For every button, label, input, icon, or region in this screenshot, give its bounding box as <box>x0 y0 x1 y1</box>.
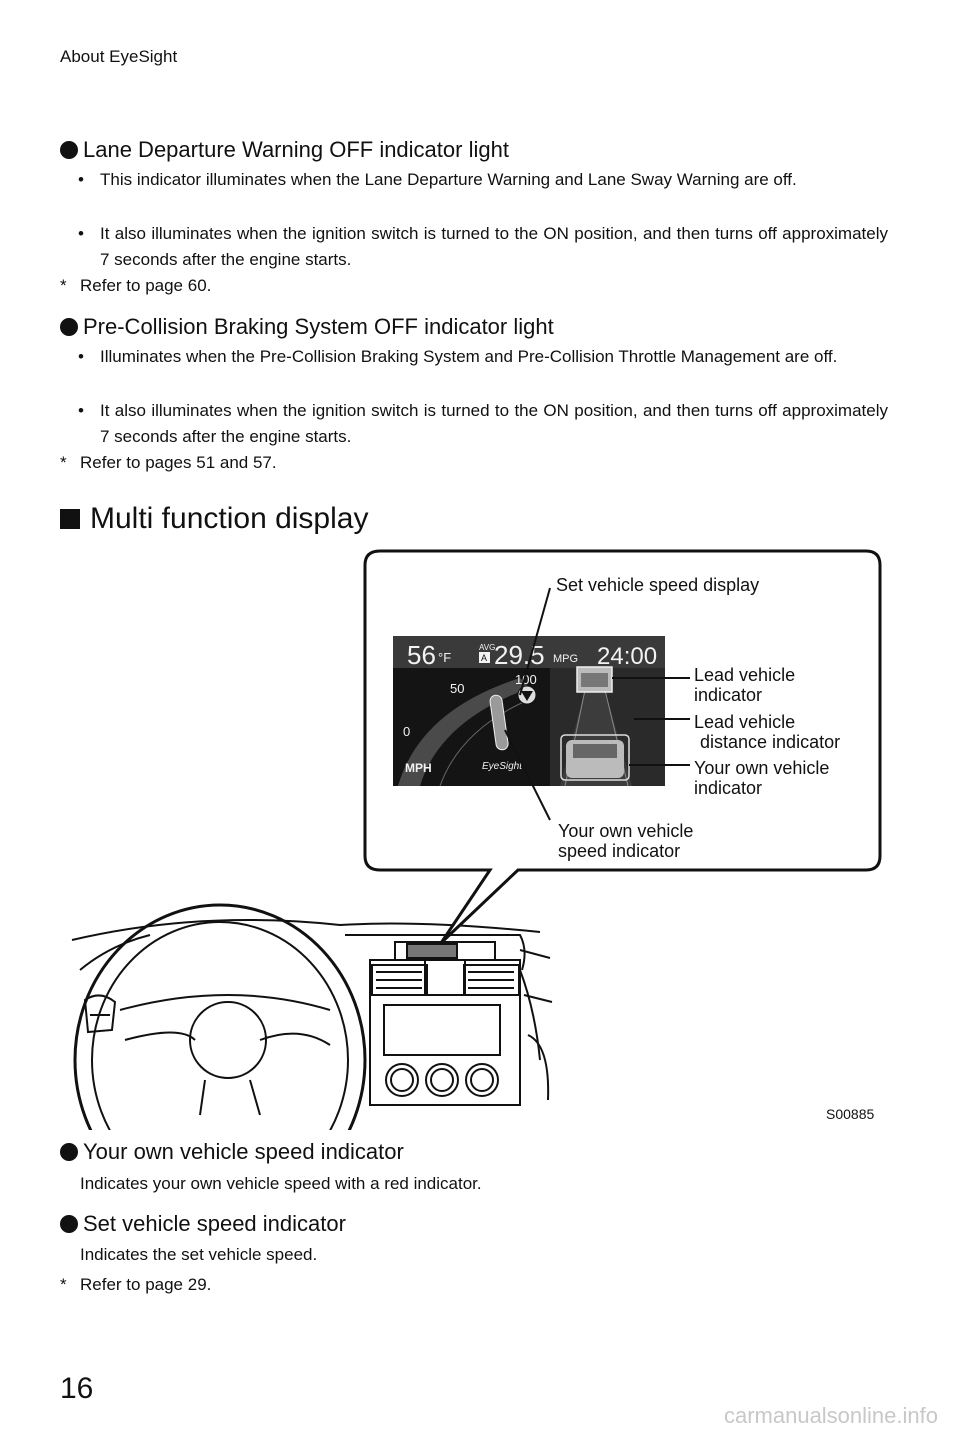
callout-lead-distance: distance indicator <box>700 732 841 752</box>
section-heading-mfd <box>60 502 368 536</box>
list-item-text: It also illuminates when the ignition switch is turned to the ON position, and then turns off approximately 7 seconds after the engine starts. <box>100 224 888 269</box>
display-mph-label: MPH <box>405 761 432 775</box>
section-title-text: Set vehicle speed indicator <box>83 1211 346 1236</box>
note-marker: * <box>60 276 67 295</box>
figure-code: S00885 <box>826 1106 875 1122</box>
bullet-dot-icon <box>60 1215 78 1233</box>
section-title-text: Pre-Collision Braking System OFF indicator light <box>83 314 554 339</box>
list-item-text: Illuminates when the Pre-Collision Braking System and Pre-Collision Throttle Management are off. <box>100 347 838 366</box>
note-text: Refer to pages 51 and 57. <box>80 453 277 472</box>
list-item <box>78 398 888 450</box>
running-header: About EyeSight <box>60 47 178 66</box>
callout-lead-vehicle: Lead vehicle <box>694 665 796 685</box>
list-item <box>78 167 888 193</box>
reference-note <box>60 1275 211 1295</box>
reference-note <box>60 453 277 473</box>
reference-note <box>60 276 211 296</box>
display-mpg-unit: MPG <box>553 653 579 665</box>
display-clock: 24:00 <box>597 643 658 670</box>
list-item <box>78 344 888 370</box>
bullet-dot-icon <box>60 141 78 159</box>
body-text: Indicates the set vehicle speed. <box>80 1245 318 1264</box>
section-title-pcb <box>60 314 554 340</box>
section-title-ldw <box>60 137 509 163</box>
note-text: Refer to page 60. <box>80 276 212 295</box>
section-title-text: Lane Departure Warning OFF indicator light <box>83 137 509 162</box>
display-brand: EyeSight <box>482 761 523 772</box>
callout-lead-distance: Lead vehicle <box>694 712 796 732</box>
list-item-text: It also illuminates when the ignition switch is turned to the ON position, and then turns off approximately 7 seconds after the engine starts. <box>100 401 888 446</box>
callout-own-vehicle: Your own vehicle <box>694 758 830 778</box>
bullet-icon: • <box>78 347 84 366</box>
bullet-dot-icon <box>60 318 78 336</box>
bullet-icon: • <box>78 170 84 189</box>
section-title-text: Your own vehicle speed indicator <box>83 1139 404 1164</box>
display-tick: 100 <box>515 672 537 687</box>
section-heading-text: Multi function display <box>90 502 369 535</box>
display-temp: 56 <box>407 640 436 670</box>
bullet-icon: • <box>78 224 84 243</box>
display-avg-badge: A <box>481 653 488 663</box>
callout-lead-vehicle: indicator <box>694 685 763 705</box>
display-temp-unit: °F <box>438 650 452 665</box>
callout-own-speed: Your own vehicle <box>558 821 694 841</box>
section-title-set-speed <box>60 1211 346 1237</box>
display-mpg-value: 29.5 <box>494 640 545 670</box>
callout-own-vehicle: indicator <box>694 778 763 798</box>
note-marker: * <box>60 453 67 472</box>
callout-own-speed: speed indicator <box>558 841 681 861</box>
note-marker: * <box>60 1275 67 1294</box>
list-item-text: This indicator illuminates when the Lane Departure Warning and Lane Sway Warning are off. <box>100 170 797 189</box>
page-number: 16 <box>60 1372 94 1405</box>
square-bullet-icon <box>60 509 80 529</box>
display-avg-label: AVG <box>479 643 496 652</box>
display-tick: 50 <box>450 681 465 696</box>
bullet-icon: • <box>78 401 84 420</box>
display-tick: 0 <box>403 724 411 739</box>
callout-set-speed-display: Set vehicle speed display <box>556 575 760 595</box>
section-title-own-speed <box>60 1139 404 1165</box>
bullet-dot-icon <box>60 1143 78 1161</box>
watermark: carmanualsonline.info <box>723 1403 938 1428</box>
multi-function-display-figure <box>0 540 960 1130</box>
body-text: Indicates your own vehicle speed with a red indicator. <box>80 1174 482 1193</box>
dashboard-illustration <box>72 905 552 1130</box>
note-text: Refer to page 29. <box>80 1275 212 1294</box>
list-item <box>78 221 888 273</box>
